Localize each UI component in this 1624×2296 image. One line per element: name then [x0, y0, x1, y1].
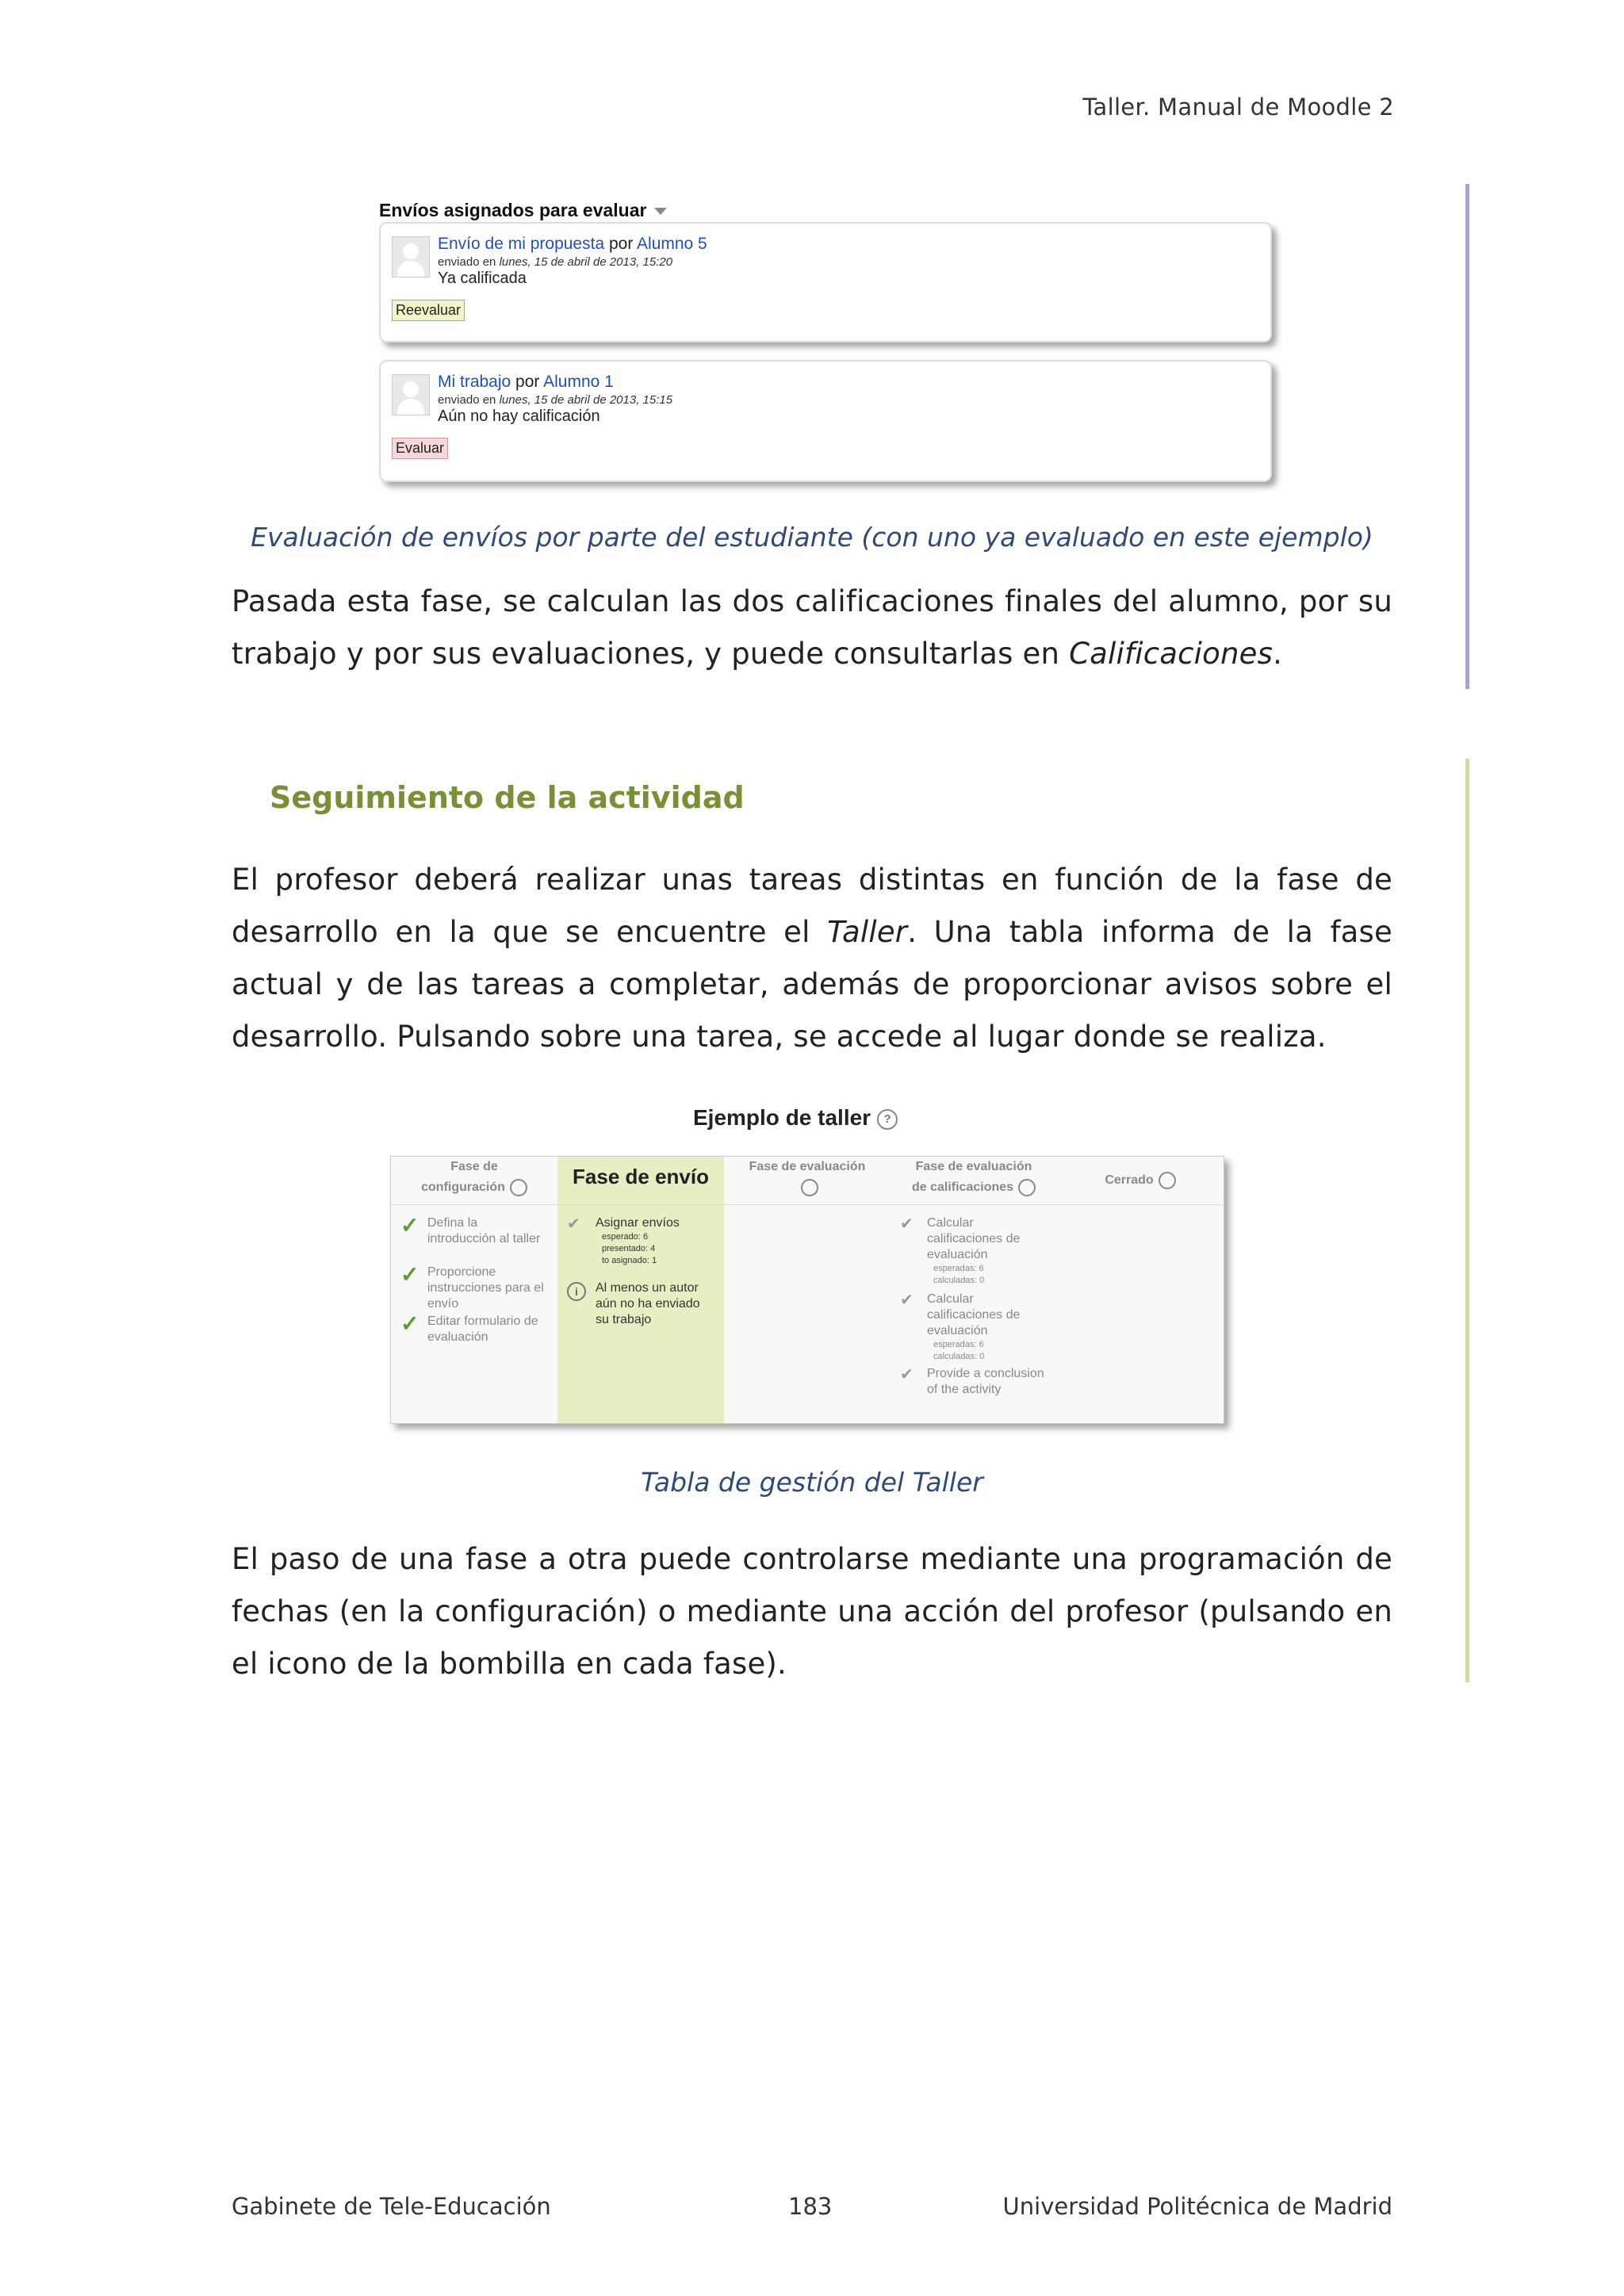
- submission-status: Ya calificada: [438, 270, 527, 287]
- author-link[interactable]: Alumno 1: [543, 373, 614, 391]
- footer-left: Gabinete de Tele-Educación: [232, 2193, 551, 2220]
- task-item[interactable]: Proporcione instrucciones para el envío: [427, 1265, 544, 1311]
- check-icon: ✓: [400, 1311, 419, 1336]
- info-icon: i: [567, 1282, 586, 1301]
- phase-header[interactable]: Fase de evaluación de calificaciones: [891, 1157, 1057, 1205]
- phase-column: [724, 1157, 891, 1423]
- phase-table: [390, 1156, 1224, 1424]
- phase-column: [891, 1157, 1058, 1423]
- todo-check-icon: ✔: [900, 1215, 914, 1233]
- lightbulb-icon[interactable]: [510, 1179, 527, 1196]
- paragraph: Pasada esta fase, se calculan las dos calificaciones finales del alumno, por su trabajo y por sus evaluaciones, y puede consultarlas en Calificaciones.: [232, 584, 1392, 671]
- todo-check-icon: ✔: [900, 1292, 914, 1309]
- task-item[interactable]: Provide a conclusion of the activity: [927, 1367, 1044, 1396]
- paragraph: El paso de una fase a otra puede controlarse mediante una programación de fechas (en la configuración) o mediante una acción del profesor (pulsando en el icono de la bombilla en cada fase).: [232, 1542, 1392, 1681]
- workshop-table-screenshot: [385, 1100, 1240, 1433]
- author-link[interactable]: Alumno 5: [637, 235, 707, 253]
- todo-check-icon: ✔: [567, 1215, 580, 1233]
- phase-column: [391, 1157, 558, 1423]
- info-message: Al menos un autor aún no ha enviado su trabajo: [596, 1281, 700, 1326]
- avatar: [392, 374, 430, 415]
- submissions-title: Envíos asignados para evaluar: [379, 200, 667, 221]
- lightbulb-icon[interactable]: [1159, 1172, 1176, 1189]
- phase-column-current: [557, 1157, 725, 1423]
- submission-card: Mi trabajo por Alumno 1 enviado en lunes, 15 de abril de 2013, 15:15 Aún no hay calificación Evaluar: [379, 360, 1272, 482]
- check-icon: ✓: [400, 1213, 419, 1238]
- submission-status: Aún no hay calificación: [438, 408, 600, 425]
- workshop-title: Ejemplo de taller ?: [693, 1105, 898, 1131]
- task-item[interactable]: Editar formulario de evaluación: [427, 1314, 538, 1344]
- reevaluate-button[interactable]: Reevaluar: [392, 300, 465, 321]
- margin-rule-bottom: [1465, 759, 1469, 1682]
- lightbulb-icon[interactable]: [1018, 1179, 1036, 1196]
- help-icon[interactable]: ?: [877, 1109, 898, 1130]
- running-header: Taller. Manual de Moodle 2: [1082, 94, 1394, 121]
- task-item[interactable]: Asignar envíos esperado: 6 presentado: 4 to asignado: 1: [596, 1216, 680, 1265]
- check-icon: ✓: [400, 1262, 419, 1287]
- avatar: [392, 236, 430, 277]
- submission-date: enviado en lunes, 15 de abril de 2013, 15:20: [438, 255, 673, 269]
- task-item[interactable]: Calcular calificaciones de evaluación esperadas: 6 calculadas: 0: [927, 1292, 1021, 1361]
- footer-right: Universidad Politécnica de Madrid: [1002, 2193, 1392, 2220]
- submission-date: enviado en lunes, 15 de abril de 2013, 15:15: [438, 393, 673, 407]
- lightbulb-icon[interactable]: [801, 1179, 818, 1196]
- submissions-screenshot: [377, 197, 1278, 495]
- figure-caption: Tabla de gestión del Taller: [641, 1467, 983, 1498]
- submission-link[interactable]: Envío de mi propuesta: [438, 235, 605, 253]
- margin-rule-top: [1465, 184, 1469, 689]
- page-number: 183: [788, 2193, 833, 2220]
- section-heading: Seguimiento de la actividad: [270, 780, 745, 815]
- evaluate-button[interactable]: Evaluar: [392, 438, 448, 459]
- figure-caption: Evaluación de envíos por parte del estudiante (con uno ya evaluado en este ejemplo): [251, 522, 1373, 553]
- phase-header[interactable]: Fase de envío: [557, 1157, 724, 1205]
- todo-check-icon: ✔: [900, 1366, 914, 1383]
- chevron-down-icon: [654, 208, 667, 215]
- submission-card: Envío de mi propuesta por Alumno 5 enviado en lunes, 15 de abril de 2013, 15:20 Ya calificada Reevaluar: [379, 222, 1272, 342]
- phase-header[interactable]: Fase de evaluación: [724, 1157, 891, 1205]
- task-item[interactable]: Calcular calificaciones de evaluación esperadas: 6 calculadas: 0: [927, 1216, 1021, 1285]
- phase-header[interactable]: Fase de configuración: [391, 1157, 557, 1205]
- task-item[interactable]: Defina la introducción al taller: [427, 1216, 541, 1246]
- paragraph: El profesor deberá realizar unas tareas distintas en función de la fase de desarrollo en la que se encuentre el Taller. Una tabla informa de la fase actual y de las tareas a completar, además de proporcionar avisos sobre el desarrollo. Pulsando sobre una tarea, se accede al lugar donde se realiza.: [232, 863, 1392, 1054]
- phase-header[interactable]: Cerrado: [1057, 1157, 1224, 1205]
- phase-column: [1057, 1157, 1224, 1423]
- submission-link[interactable]: Mi trabajo: [438, 373, 511, 391]
